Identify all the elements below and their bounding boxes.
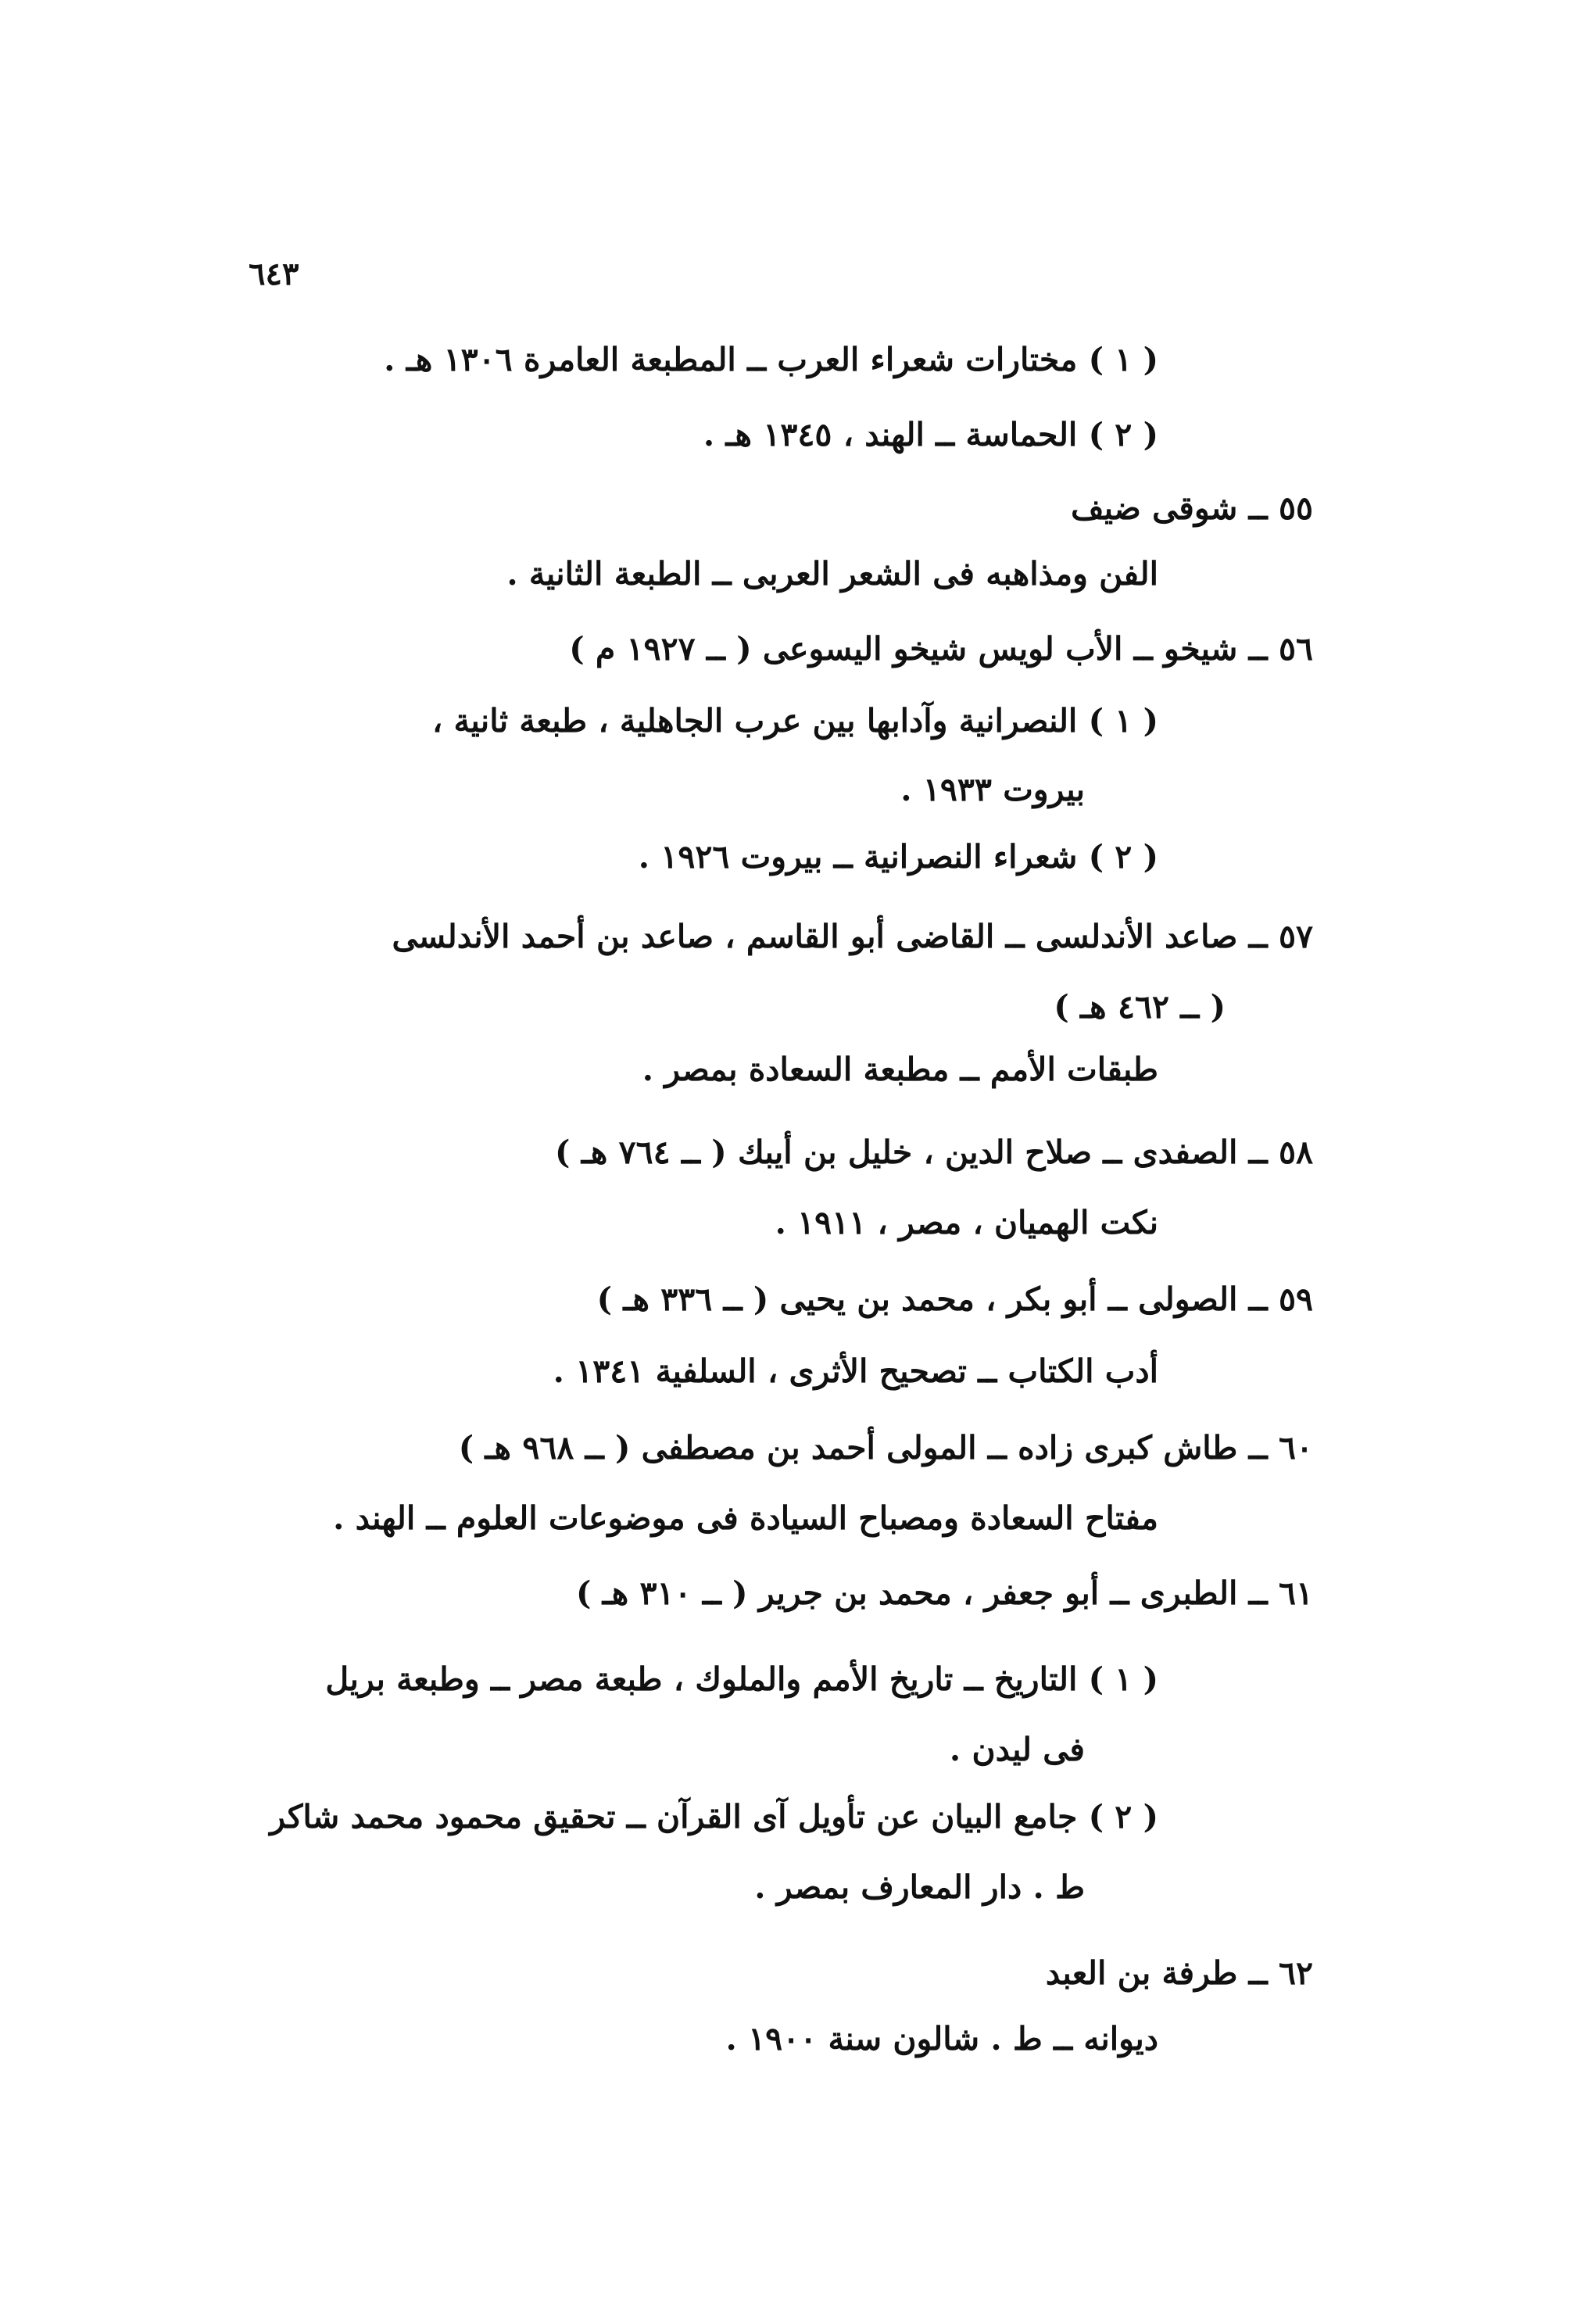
entry-59-work: أدب الكتاب ــ تصحيح الأثرى ، السلفية ١٣٤١ . bbox=[553, 1352, 1158, 1390]
entry-61-heading: ٦١ ــ الطبرى ــ أبو جعفر ، محمد بن جرير ( ــ ٣١٠ هـ ) bbox=[575, 1574, 1313, 1612]
entry-61-sub-1: ( ١ ) التاريخ ــ تاريخ الأمم والملوك ، طبعة مصر ــ وطبعة بريل bbox=[325, 1660, 1158, 1698]
entry-57-heading: ٥٧ ــ صاعد الأندلسى ــ القاضى أبو القاسم ، صاعد بن أحمد الأندلسى bbox=[392, 918, 1313, 955]
entry-55-work: الفن ومذاهبه فى الشعر العربى ــ الطبعة الثانية . bbox=[506, 555, 1158, 593]
entry-61-sub-2-cont: ط . دار المعارف بمصر . bbox=[754, 1868, 1085, 1906]
entry-58-work: نكت الهميان ، مصر ، ١٩١١ . bbox=[775, 1204, 1158, 1241]
entry-54-sub-2: ( ٢ ) الحماسة ــ الهند ، ١٣٤٥ هـ . bbox=[703, 416, 1158, 453]
entry-62-heading: ٦٢ ــ طرفة بن العبد bbox=[1045, 1954, 1313, 1992]
entry-62-work: ديوانه ــ ط . شالون سنة ١٩٠٠ . bbox=[725, 2020, 1158, 2058]
entry-55-heading: ٥٥ ــ شوقى ضيف bbox=[1071, 489, 1313, 527]
entry-59-heading: ٥٩ ــ الصولى ــ أبو بكر ، محمد بن يحيى ( ــ ٣٣٦ هـ ) bbox=[596, 1280, 1313, 1318]
entry-56-sub-2: ( ٢ ) شعراء النصرانية ــ بيروت ١٩٢٦ . bbox=[638, 838, 1158, 876]
entry-57-dates: ( ــ ٤٦٢ هـ ) bbox=[1054, 988, 1226, 1026]
entry-56-sub-1-cont: بيروت ١٩٣٣ . bbox=[900, 771, 1085, 808]
entry-56-heading: ٥٦ ــ شيخو ــ الأب لويس شيخو اليسوعى ( ــ ١٩٢٧ م ) bbox=[569, 630, 1313, 668]
entry-60-work: مفتاح السعادة ومصباح السيادة فى موضوعات العلوم ــ الهند . bbox=[333, 1499, 1158, 1537]
entry-61-sub-1-cont: فى ليدن . bbox=[949, 1731, 1085, 1768]
entry-57-work: طبقات الأمم ــ مطبعة السعادة بمصر . bbox=[642, 1051, 1158, 1088]
entry-58-heading: ٥٨ ــ الصفدى ــ صلاح الدين ، خليل بن أيبك ( ــ ٧٦٤ هـ ) bbox=[555, 1134, 1313, 1171]
page-number: ٦٤٣ bbox=[249, 256, 299, 292]
entry-56-sub-1: ( ١ ) النصرانية وآدابها بين عرب الجاهلية ، طبعة ثانية ، bbox=[431, 702, 1158, 740]
entry-60-heading: ٦٠ ــ طاش كبرى زاده ــ المولى أحمد بن مصطفى ( ــ ٩٦٨ هـ ) bbox=[458, 1429, 1313, 1467]
entry-61-sub-2: ( ٢ ) جامع البيان عن تأويل آى القرآن ــ تحقيق محمود محمد شاكر bbox=[270, 1798, 1158, 1836]
entry-54-sub-1: ( ١ ) مختارات شعراء العرب ــ المطبعة العامرة ١٣٠٦ هـ . bbox=[384, 341, 1158, 378]
